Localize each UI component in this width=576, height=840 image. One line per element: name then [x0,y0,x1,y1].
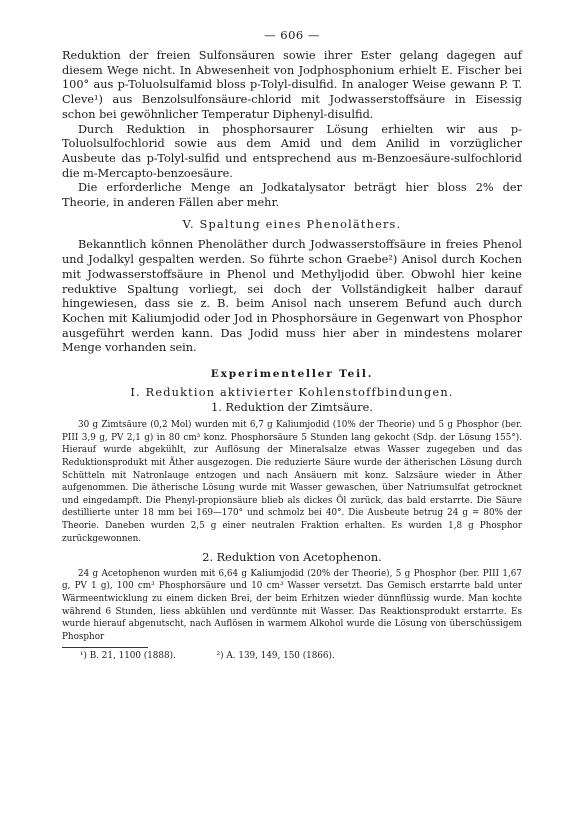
subsection-heading-1: 1. Reduktion der Zimtsäure. [211,401,373,415]
page [62,28,522,662]
paragraph-sulfonic-esters: Reduktion der freien Sulfonsäuren sowie ihrer Ester gelang dagegen auf diesem Wege nicht. In Abwesenheit von Jodphosphonium erhielt E. Fischer bei 100° aus p-Toluolsulfamid bloss p-Tolyl-disulfid. In analoger Weise gewann P. T. Cleve¹) aus Benzolsulfonsäure-chlorid mit Jodwasserstoffsäure in Eisessig schon bei gewöhnlicher Temperatur Diphenyl-disulfid. [62,49,522,121]
footnotes [62,650,522,662]
paragraph-phenol-ether: Bekanntlich können Phenoläther durch Jodwasserstoffsäure in freies Phenol und Jodalkyl gespalten werden. So führte schon Graebe²) Anisol durch Kochen mit Jodwasserstoffsäure in Phenol und Methyljodid über. Obwohl hier keine reduktive Spaltung vorliegt, sei doch der Vollständigkeit halber darauf hingewiesen, dass sie z. B. beim Anisol nach unserem Befund auch durch Kochen mit Kaliumjodid oder Jod in Phosphorsäure in Gegenwart von Phosphor ausgeführt werden kann. Das Jodid muss hier aber in mindestens molarer Menge vorhanden sein. [62,238,522,355]
section-heading-i: I. Reduktion aktivierter Kohlenstoffbindungen. [130,385,454,399]
footnote-1: ¹) B. 21, 1100 (1888). [80,651,176,662]
footnote-2: ²) A. 139, 149, 150 (1866). [216,651,335,662]
experimental-heading: Experimenteller Teil. [210,368,374,381]
page-number: — 606 — [264,28,320,42]
paragraph-cinnamic-acid: 30 g Zimtsäure (0,2 Mol) wurden mit 6,7 g Kaliumjodid (10% der Theorie) und 5 g Phosphor (ber. PIII 3,9 g, PV 2,1 g) in 80 cm³ konz. Phosphorsäure 5 Stunden lang gekocht (Sdp. der Lösung 155°). Hierauf wurde abgekühlt, zur Auflösung der Mineralsalze etwas Wasser zugegeben und das Reduktionsprodukt mit Äther ausgezogen. Die reduzierte Säure wurde der ätherischen Lösung durch Schütteln mit Natronlauge entzogen und nach Ansäuern mit konz. Salzsäure wieder in Äther aufgenommen. Die ätherische Lösung wurde mit Wasser gewaschen, über Natriumsulfat getrocknet und eingedampft. Die Phenyl-propionsäure blieb als dickes Öl zurück, das bald erstarrte. Die Säure destillierte unter 18 mm bei 169—170° und schmolz bei 40°. Die Ausbeute betrug 24 g = 80% der Theorie. Daneben wurden 2,5 g einer neutralen Fraktion erhalten. Es wurden 1,8 g Phosphor zurückgewonnen. [62,420,522,544]
paragraph-phosphoric-reduction: Durch Reduktion in phosphorsaurer Lösung erhielten wir aus p-Toluolsulfochlorid sowie aus dem Amid und dem Anilid in vorzüglicher Ausbeute das p-Tolyl-sulfid und entsprechend aus m-Benzoesäure-sulfochlorid die m-Mercapto-benzoesäure. [62,122,522,180]
paragraph-acetophenone: 24 g Acetophenon wurden mit 6,64 g Kaliumjodid (20% der Theorie), 5 g Phosphor (ber. PIII 1,67 g, PV 1 g), 100 cm³ Phosphorsäure und 10 cm³ Wasser versetzt. Das Gemisch erstarrte bald unter Wärmeentwicklung zu einem dicken Brei, der beim Erhitzen wieder dünnflüssig wurde. Man kochte während 6 Stunden, liess abkühlen und verdünnte mit Wasser. Das Reaktionsprodukt erstarrte. Es wurde hierauf abgenutscht, nach Auflösen in warmem Alkohol wurde die Lösung von überschüssigem Phosphor [62,568,522,642]
footnote-rule [62,647,148,648]
section-heading-v: V. Spaltung eines Phenoläthers. [182,217,402,231]
paragraph-catalyst-amount: Die erforderliche Menge an Jodkatalysator beträgt hier bloss 2% der Theorie, in anderen Fällen aber mehr. [62,181,522,210]
subsection-heading-2: 2. Reduktion von Acetophenon. [202,551,382,565]
